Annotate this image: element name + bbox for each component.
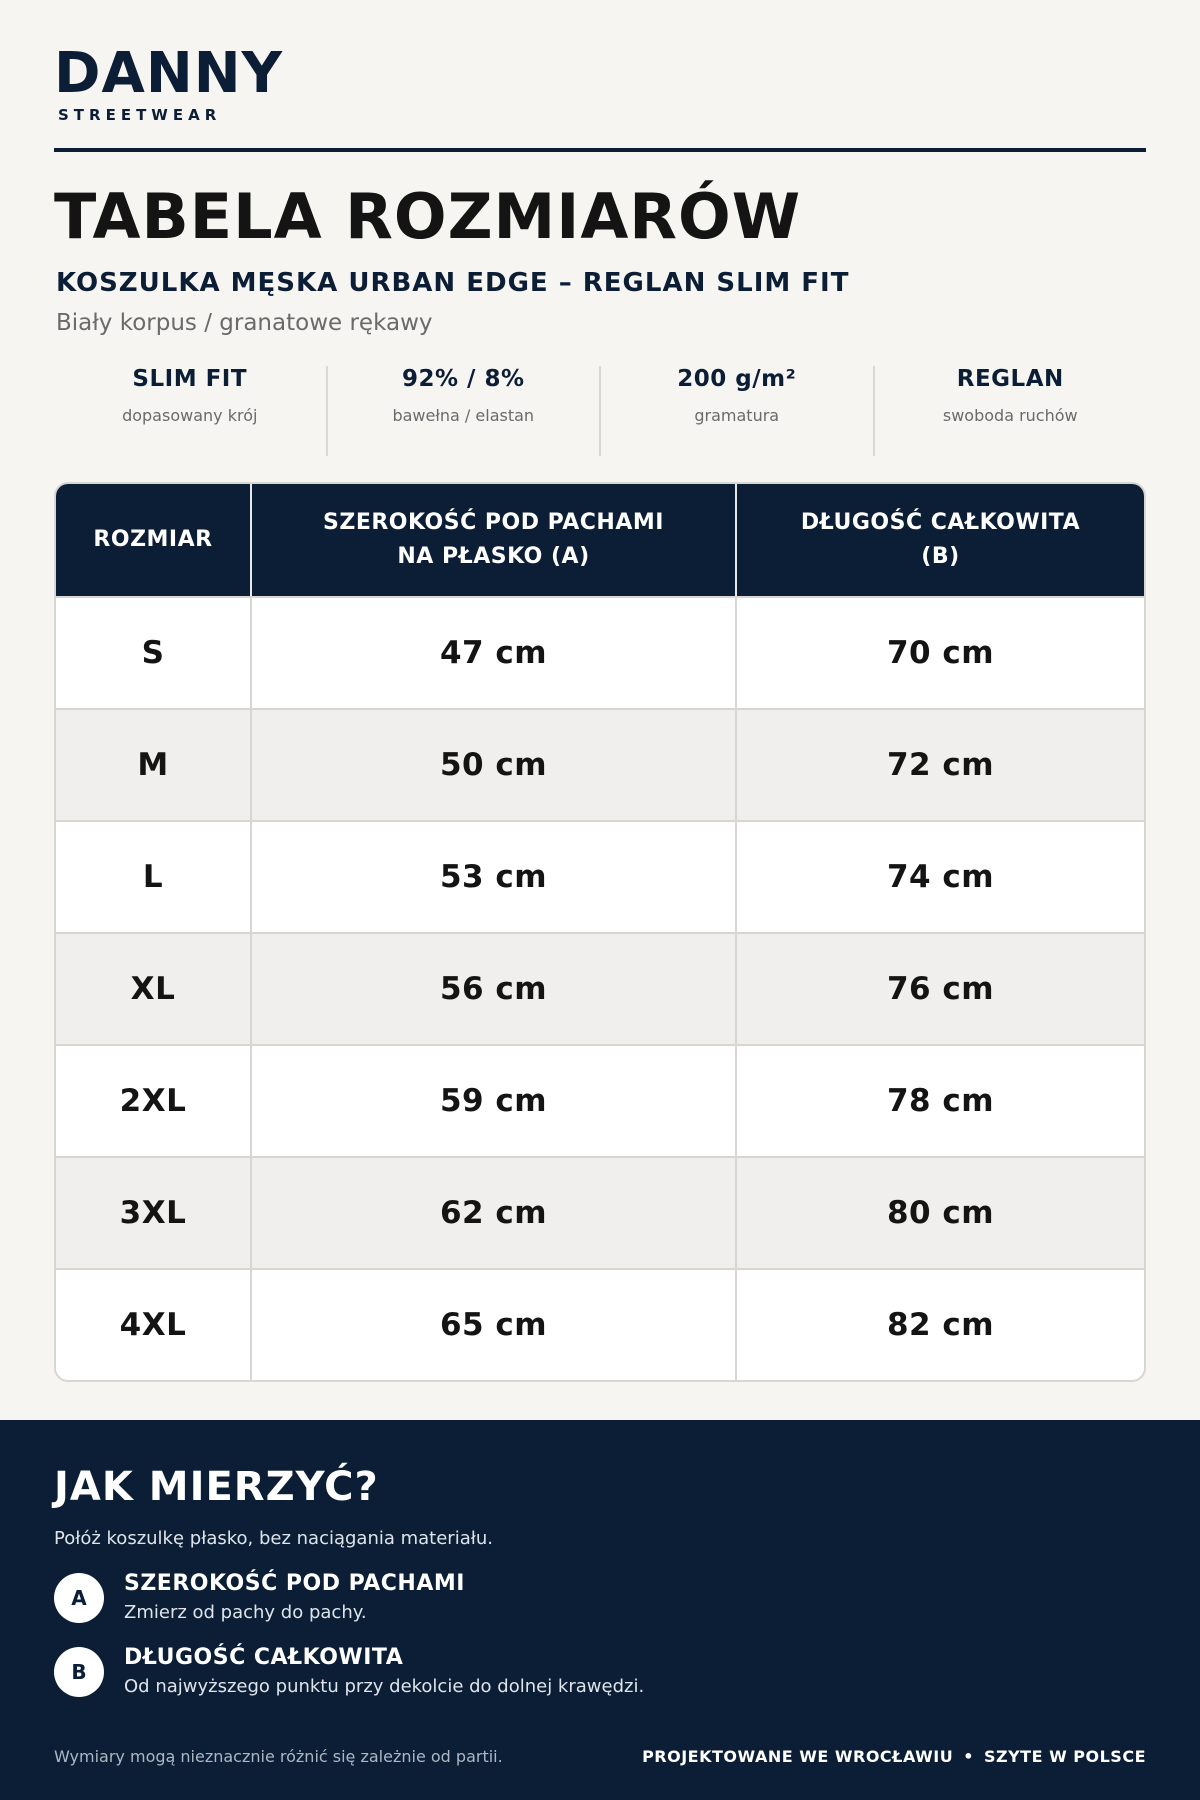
brand-name: DANNY: [54, 41, 284, 106]
step-title: DŁUGOŚĆ CAŁKOWITA: [124, 1645, 404, 1670]
feature-subtitle: swoboda ruchów: [942, 406, 1078, 425]
cell-width: 56 cm: [252, 934, 737, 1044]
feature-subtitle: bawełna / elastan: [392, 406, 535, 425]
step-description: Zmierz od pachy do pachy.: [124, 1602, 367, 1623]
cell-width: 53 cm: [252, 822, 737, 932]
table-row: [56, 820, 1144, 932]
cell-length: 82 cm: [886, 1307, 995, 1343]
feature-title: SLIM FIT: [132, 366, 248, 392]
cell-size: 4XL: [56, 1270, 252, 1380]
separator-dot: •: [963, 1747, 974, 1766]
cell-size: 3XL: [56, 1158, 252, 1268]
cell-length: 74 cm: [886, 859, 995, 895]
header-size-label: ROZMIAR: [93, 527, 213, 552]
cell-length: 70 cm: [886, 635, 995, 671]
feature-item: [328, 366, 602, 456]
header-width-line2: NA PŁASKO (A): [397, 544, 590, 569]
cell-size: 2XL: [56, 1046, 252, 1156]
brand-logo: [54, 41, 1146, 124]
feature-item: [601, 366, 875, 456]
table-row: [56, 596, 1144, 708]
cell-size: XL: [56, 934, 252, 1044]
measure-step: [54, 1571, 1146, 1623]
step-badge-a: A: [54, 1573, 104, 1623]
product-variant: Biały korpus / granatowe rękawy: [56, 310, 433, 336]
table-row: [56, 932, 1144, 1044]
cell-size: M: [56, 710, 252, 820]
feature-item: [54, 366, 328, 456]
header-length: [737, 484, 1144, 596]
step-description: Od najwyższego punktu przy dekolcie do dolnej krawędzi.: [124, 1676, 645, 1697]
header-length-line1: DŁUGOŚĆ CAŁKOWITA: [800, 510, 1081, 535]
table-row: [56, 1268, 1144, 1380]
cell-length: 80 cm: [886, 1195, 995, 1231]
feature-item: [875, 366, 1147, 456]
table-body: [56, 596, 1144, 1380]
feature-subtitle: gramatura: [694, 406, 780, 425]
feature-title: REGLAN: [956, 366, 1064, 392]
table-row: [56, 1044, 1144, 1156]
size-table: [54, 482, 1146, 1382]
measure-step: [54, 1645, 1146, 1697]
header-divider: [54, 148, 1146, 152]
feature-list: [54, 366, 1146, 456]
cell-width: 47 cm: [252, 598, 737, 708]
step-badge-b: B: [54, 1647, 104, 1697]
header-size: [56, 484, 252, 596]
table-header-row: [56, 484, 1144, 596]
header-section: [0, 0, 1200, 456]
measure-guide: [0, 1420, 1200, 1800]
guide-intro: Połóż koszulkę płasko, bez naciągania materiału.: [54, 1528, 493, 1549]
feature-subtitle: dopasowany krój: [122, 406, 258, 425]
feature-title: 200 g/m²: [677, 366, 797, 392]
cell-width: 62 cm: [252, 1158, 737, 1268]
feature-title: 92% / 8%: [401, 366, 525, 392]
cell-length: 76 cm: [886, 971, 995, 1007]
designed-in: PROJEKTOWANE WE WROCŁAWIU: [642, 1747, 954, 1766]
cell-size: S: [56, 598, 252, 708]
cell-width: 65 cm: [252, 1270, 737, 1380]
made-in: SZYTE W POLSCE: [983, 1747, 1146, 1766]
cell-width: 50 cm: [252, 710, 737, 820]
page-title: TABELA ROZMIARÓW: [54, 180, 802, 253]
product-name: KOSZULKA MĘSKA URBAN EDGE – REGLAN SLIM FIT: [56, 268, 850, 298]
table-row: [56, 1156, 1144, 1268]
cell-length: 72 cm: [886, 747, 995, 783]
step-title: SZEROKOŚĆ POD PACHAMI: [124, 1571, 465, 1596]
origin-note: [642, 1747, 1146, 1766]
brand-tagline: STREETWEAR: [58, 106, 222, 124]
header-width: [252, 484, 737, 596]
cell-length: 78 cm: [886, 1083, 995, 1119]
footer-bar: [54, 1747, 1146, 1766]
table-row: [56, 708, 1144, 820]
cell-width: 59 cm: [252, 1046, 737, 1156]
disclaimer: Wymiary mogą nieznacznie różnić się zależnie od partii.: [54, 1747, 503, 1766]
guide-title: JAK MIERZYĆ?: [54, 1464, 379, 1510]
header-width-line1: SZEROKOŚĆ POD PACHAMI: [323, 510, 664, 535]
header-length-line2: (B): [921, 544, 960, 569]
cell-size: L: [56, 822, 252, 932]
